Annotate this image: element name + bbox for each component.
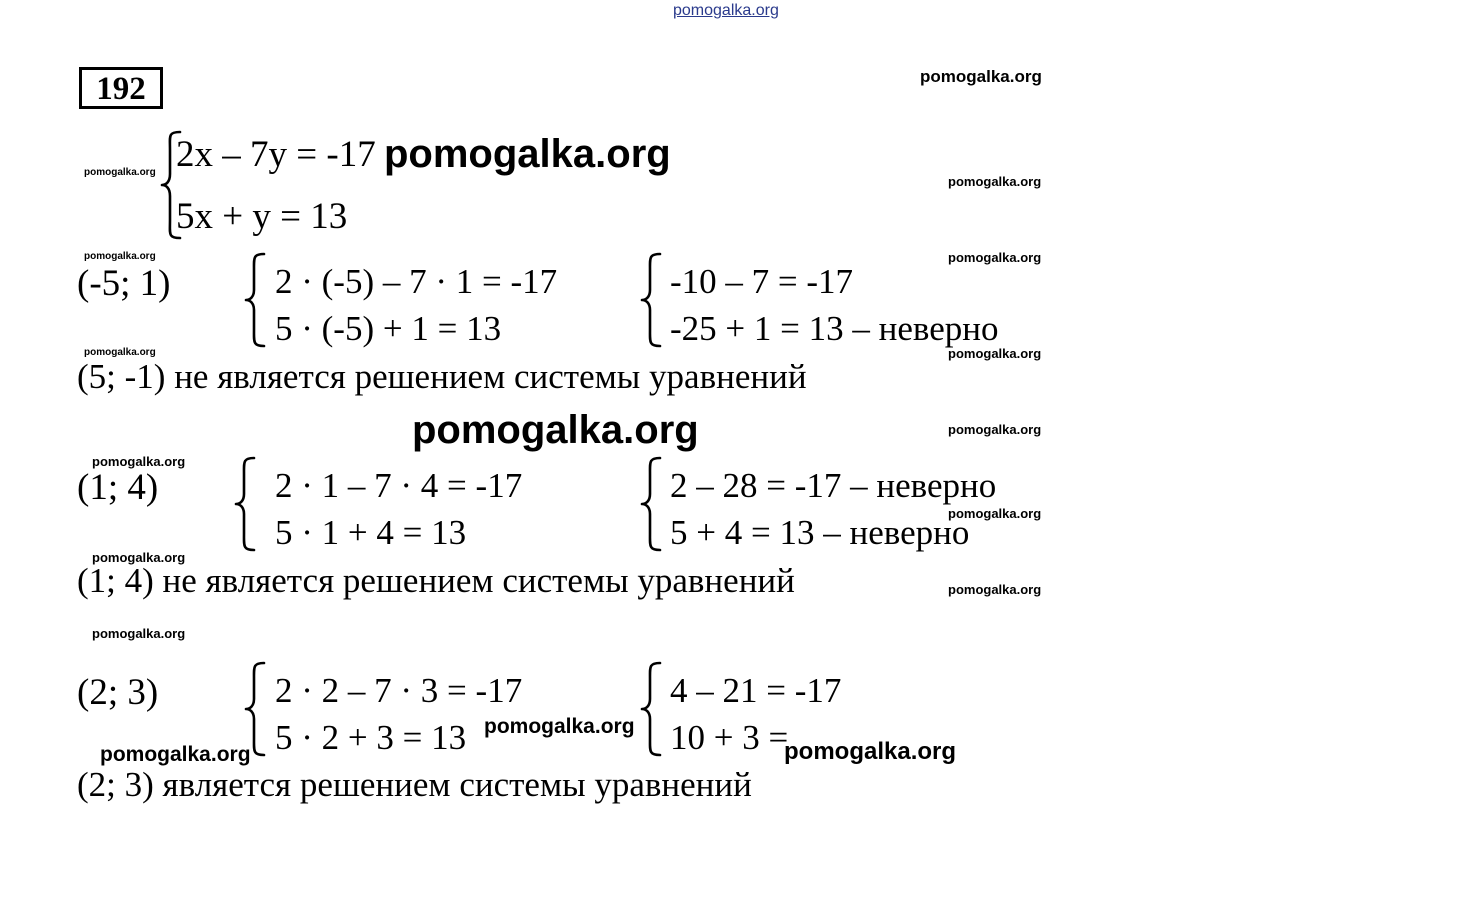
result-1: -10 – 7 = -17 xyxy=(670,262,854,301)
watermark: pomogalka.org xyxy=(84,347,156,358)
substitution-1: 2 · 1 – 7 · 4 = -17 xyxy=(275,466,523,505)
result-1: 4 – 21 = -17 xyxy=(670,671,842,710)
watermark: pomogalka.org xyxy=(948,346,1042,361)
check-brace xyxy=(244,661,266,757)
watermark: pomogalka.org xyxy=(948,250,1042,265)
substitution-2: 5 · 1 + 4 = 13 xyxy=(275,513,467,552)
system-equation-1: 2x – 7y = -17 xyxy=(176,134,376,175)
result-2: 10 + 3 = xyxy=(670,718,789,757)
result-2: 5 + 4 = 13 – неверно xyxy=(670,513,970,552)
check-brace xyxy=(640,456,662,552)
watermark: pomogalka.org xyxy=(92,626,186,641)
watermark-large: pomogalka.org xyxy=(412,408,699,452)
substitution-1: 2 · (-5) – 7 · 1 = -17 xyxy=(275,262,558,301)
substitution-2: 5 · 2 + 3 = 13 xyxy=(275,718,467,757)
check-brace xyxy=(640,661,662,757)
watermark: pomogalka.org xyxy=(948,506,1042,521)
check-point: (-5; 1) xyxy=(77,263,171,304)
check-brace xyxy=(244,252,266,348)
watermark: pomogalka.org xyxy=(84,251,156,262)
watermark: pomogalka.org xyxy=(84,167,156,178)
problem-number: 192 xyxy=(79,67,163,109)
check-brace xyxy=(640,252,662,348)
watermark: pomogalka.org xyxy=(784,738,957,765)
substitution-2: 5 · (-5) + 1 = 13 xyxy=(275,309,502,348)
check-point: (2; 3) xyxy=(77,672,159,713)
check-brace xyxy=(234,456,256,552)
check-point: (1; 4) xyxy=(77,467,159,508)
watermark: pomogalka.org xyxy=(92,550,186,565)
top-watermark-link[interactable]: pomogalka.org xyxy=(673,2,779,19)
substitution-1: 2 · 2 – 7 · 3 = -17 xyxy=(275,671,523,710)
watermark: pomogalka.org xyxy=(948,422,1042,437)
watermark: pomogalka.org xyxy=(92,454,186,469)
result-1: 2 – 28 = -17 – неверно xyxy=(670,466,997,505)
watermark: pomogalka.org xyxy=(948,174,1042,189)
check-conclusion: (1; 4) не является решением системы уравнений xyxy=(77,561,795,600)
check-conclusion: (5; -1) не является решением системы уравнений xyxy=(77,357,807,396)
check-conclusion: (2; 3) является решением системы уравнений xyxy=(77,765,752,804)
watermark-large: pomogalka.org xyxy=(384,132,671,176)
system-equation-2: 5x + y = 13 xyxy=(176,196,348,237)
watermark: pomogalka.org xyxy=(948,582,1042,597)
watermark: pomogalka.org xyxy=(484,715,635,738)
watermark: pomogalka.org xyxy=(100,743,251,766)
watermark: pomogalka.org xyxy=(920,67,1042,86)
result-2: -25 + 1 = 13 – неверно xyxy=(670,309,999,348)
